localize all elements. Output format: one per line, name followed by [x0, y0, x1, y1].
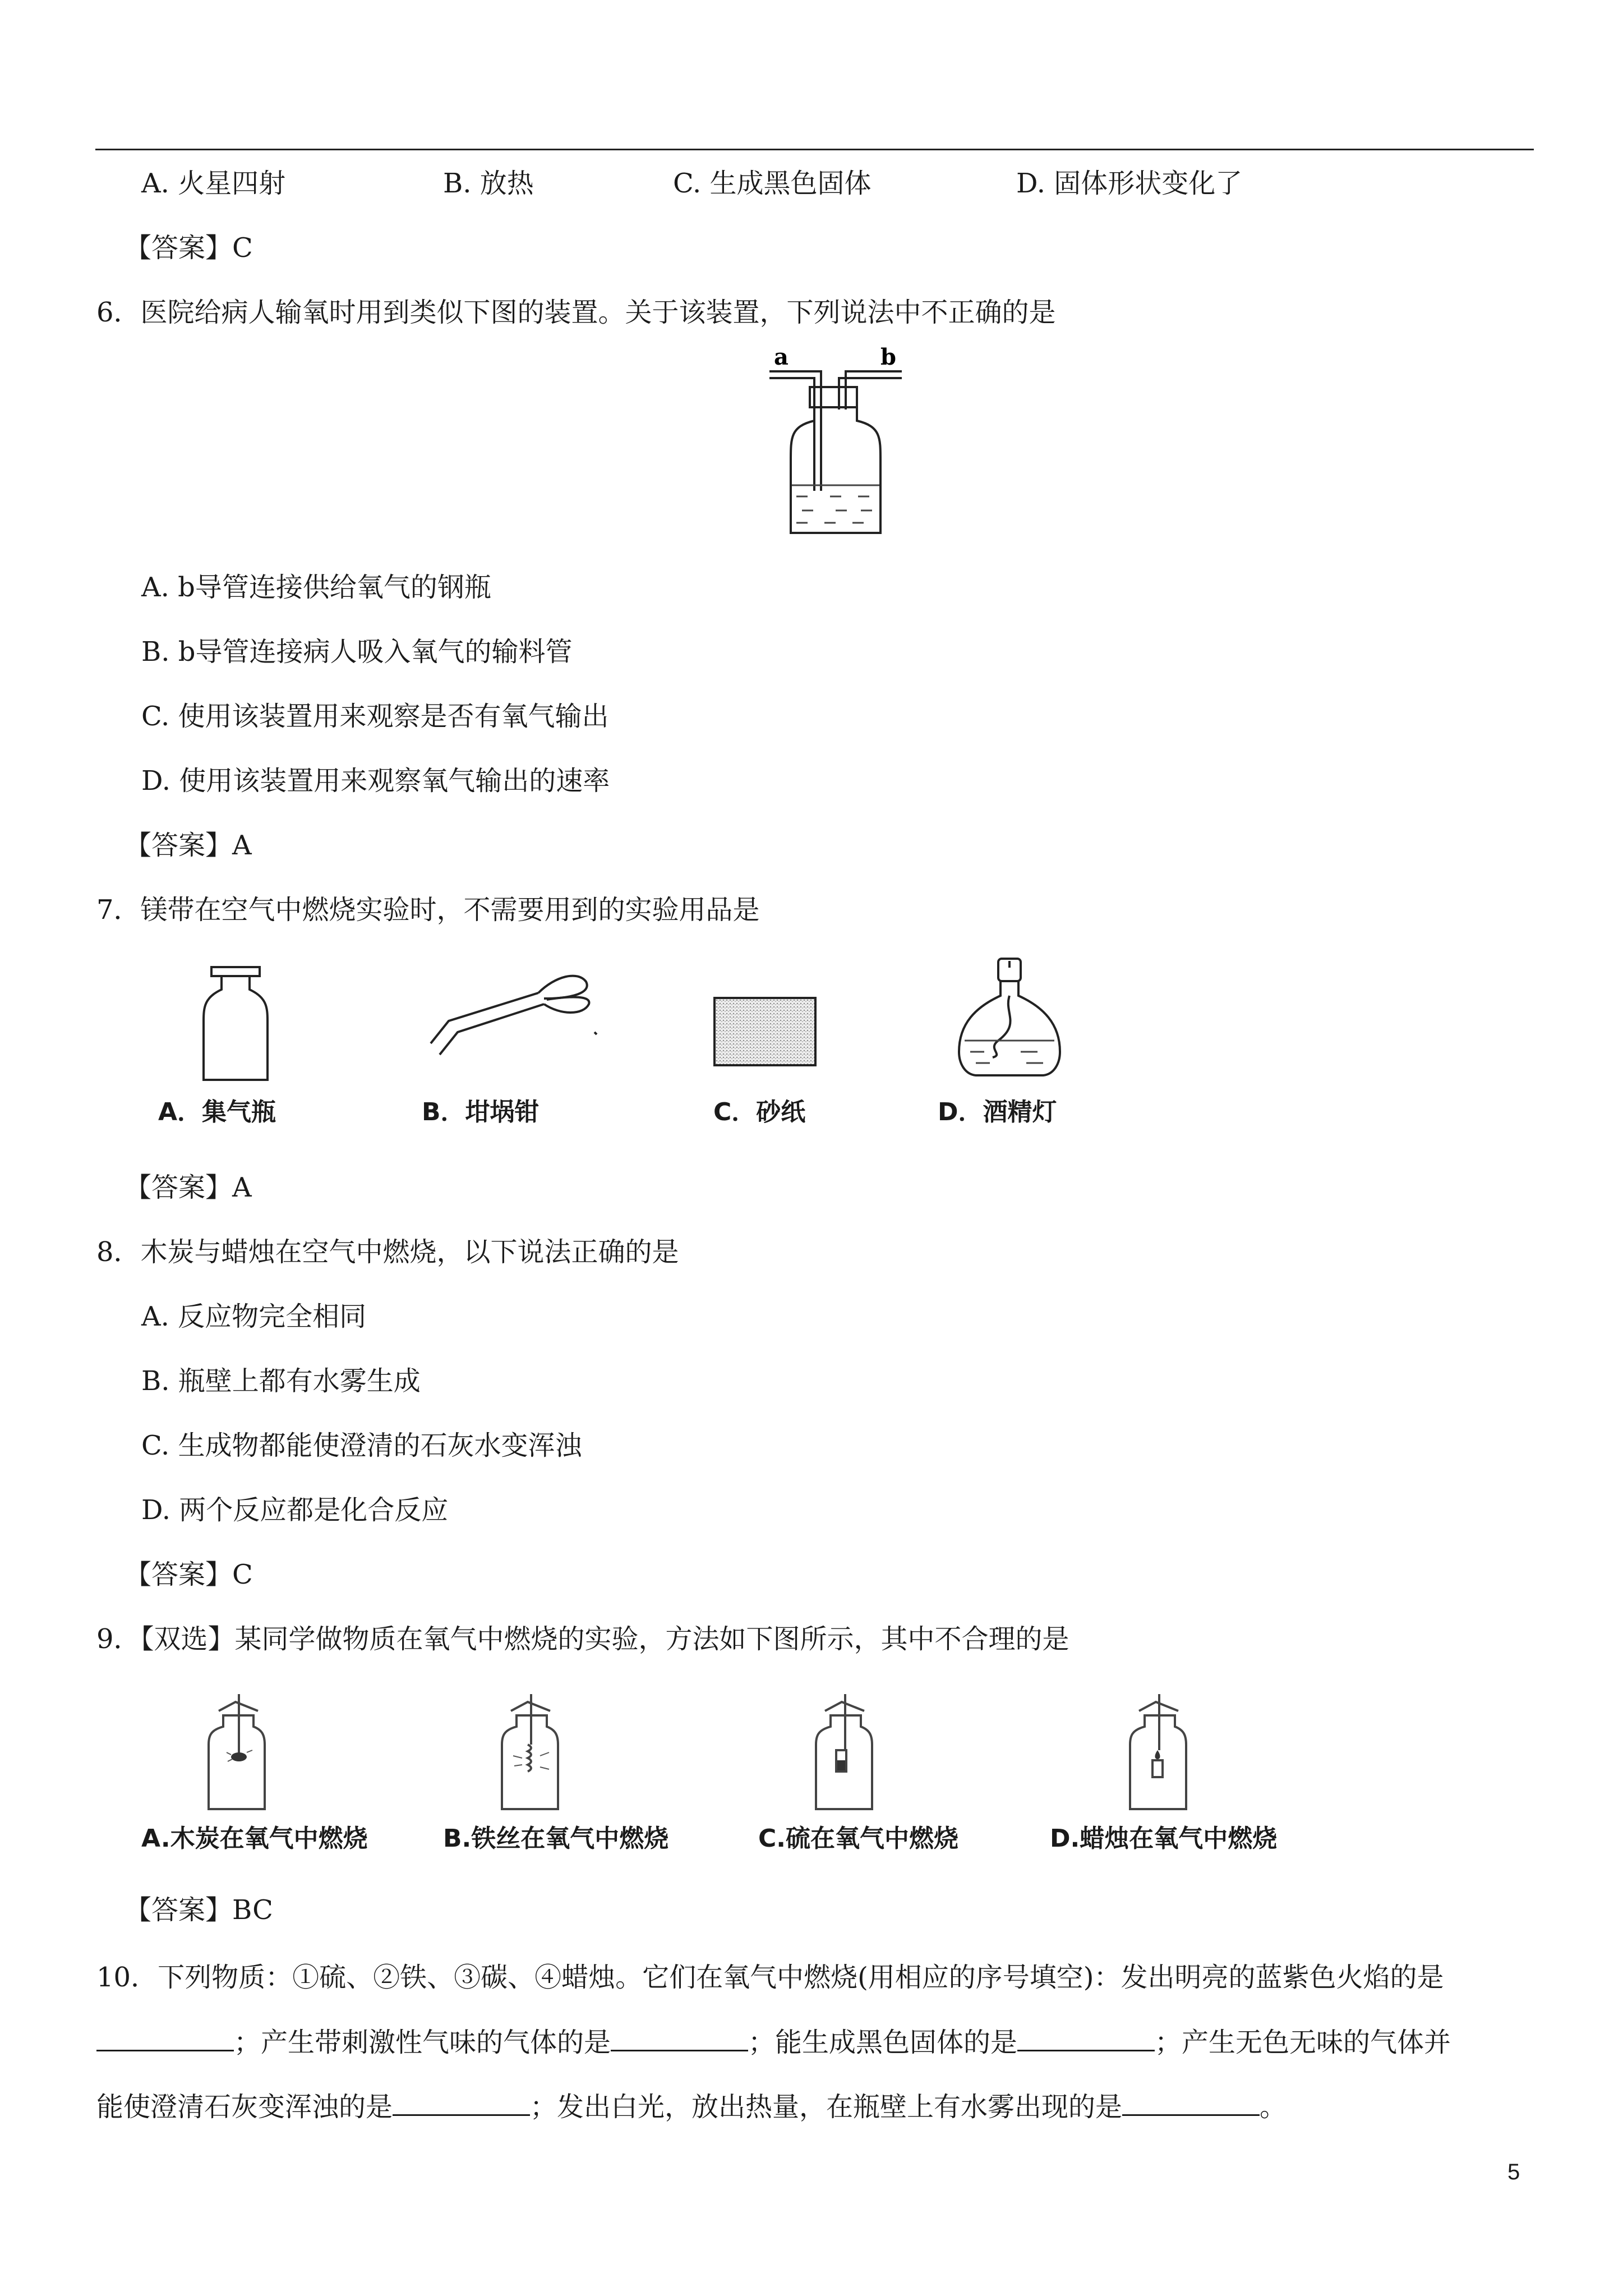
q9-caption-a: A.木炭在氧气中燃烧: [141, 1824, 368, 1853]
charcoal-burning-jar-icon: [202, 1694, 269, 1812]
q8-option-c: C. 生成物都能使澄清的石灰水变浑浊: [141, 1430, 582, 1461]
iron-wire-burning-jar-icon: [496, 1694, 564, 1812]
answer-blank-5[interactable]: [1122, 2090, 1260, 2116]
answer-blank-3[interactable]: [1017, 2025, 1155, 2051]
answer-blank-1[interactable]: [96, 2025, 234, 2051]
q9-caption-d: D.蜡烛在氧气中燃烧: [1050, 1824, 1278, 1853]
q7-caption-a: A．集气瓶: [158, 1098, 276, 1126]
gas-collecting-jar-icon: [199, 965, 272, 1083]
q8-option-d: D. 两个反应都是化合反应: [141, 1494, 449, 1526]
q8-answer: 【答案】C: [125, 1559, 253, 1590]
q9-stem: 9．【双选】某同学做物质在氧气中燃烧的实验，方法如下图所示，其中不合理的是: [96, 1623, 1069, 1655]
q8-option-a: A. 反应物完全相同: [141, 1301, 367, 1332]
q5-option-d: D. 固体形状变化了: [1016, 168, 1243, 199]
tube-label-b: b: [880, 344, 896, 370]
q10-line-2: ；产生带刺激性气味的气体的是 ；能生成黑色固体的是 ；产生无色无味的气体并: [96, 2025, 1451, 2059]
q7-answer: 【答案】A: [125, 1172, 252, 1203]
q6-option-d: D. 使用该装置用来观察氧气输出的速率: [141, 765, 610, 797]
sulfur-burning-jar-icon: [810, 1694, 878, 1812]
q6-option-c: C. 使用该装置用来观察是否有氧气输出: [141, 701, 609, 732]
q9-caption-c: C.硫在氧气中燃烧: [758, 1824, 959, 1853]
q10-line-3: 能使澄清石灰变浑浊的是 ；发出白光，放出热量，在瓶壁上有水雾出现的是 。: [96, 2090, 1287, 2124]
header-rule: [95, 149, 1534, 150]
q5-option-b: B. 放热: [443, 168, 534, 199]
q7-caption-d: D．酒精灯: [938, 1098, 1057, 1126]
candle-burning-jar-icon: [1124, 1694, 1192, 1812]
q6-option-b: B. b导管连接病人吸入氧气的输料管: [141, 636, 573, 668]
q8-option-b: B. 瓶壁上都有水雾生成: [141, 1365, 421, 1397]
q10-line-1: 10．下列物质：①硫、②铁、③碳、④蜡烛。它们在氧气中燃烧(用相应的序号填空)：发出明亮的蓝紫色火焰的是: [96, 1962, 1444, 1993]
q9-caption-b: B.铁丝在氧气中燃烧: [443, 1824, 669, 1853]
q6-option-a: A. b导管连接供给氧气的钢瓶: [141, 572, 491, 603]
q9-answer: 【答案】BC: [125, 1894, 273, 1926]
page-number: 5: [1507, 2160, 1520, 2184]
answer-blank-2[interactable]: [611, 2025, 748, 2051]
answer-blank-4[interactable]: [393, 2090, 530, 2116]
gas-washing-bottle-figure: [763, 344, 909, 541]
q8-stem: 8．木炭与蜡烛在空气中燃烧，以下说法正确的是: [96, 1236, 679, 1268]
q7-caption-c: C．砂纸: [713, 1098, 806, 1126]
q7-stem: 7．镁带在空气中燃烧实验时，不需要用到的实验用品是: [96, 894, 760, 926]
q6-stem: 6．医院给病人输氧时用到类似下图的装置。关于该装置，下列说法中不正确的是: [96, 297, 1056, 328]
crucible-tongs-icon: [426, 965, 600, 1077]
q5-option-a: A. 火星四射: [141, 168, 286, 199]
alcohol-lamp-icon: [953, 956, 1066, 1080]
sandpaper-icon: [712, 996, 819, 1069]
q6-answer: 【答案】A: [125, 830, 252, 861]
tube-label-a: a: [774, 344, 789, 370]
q5-option-c: C. 生成黑色固体: [673, 168, 872, 199]
q5-answer: 【答案】C: [125, 232, 253, 264]
q7-caption-b: B．坩埚钳: [422, 1098, 540, 1126]
